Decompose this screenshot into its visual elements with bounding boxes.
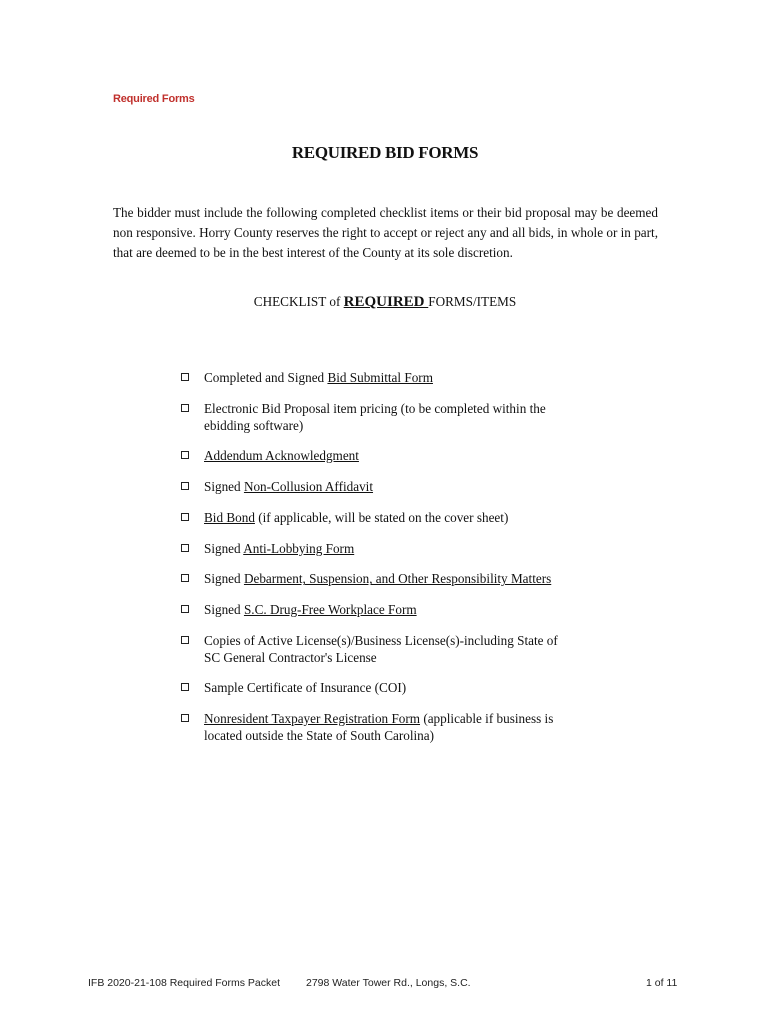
item-link[interactable]: Bid Submittal Form (327, 370, 433, 385)
checklist-item-electronic-pricing (180, 400, 560, 434)
checklist-item-anti-lobbying (180, 540, 560, 557)
item-text: Signed (204, 479, 244, 495)
header-label: Required Forms (113, 93, 195, 105)
item-text: Completed and Signed (204, 370, 328, 385)
checkbox-icon[interactable] (181, 544, 189, 552)
checklist-item-bid-bond (180, 509, 560, 526)
checkbox-icon[interactable] (181, 482, 189, 490)
checkbox-icon[interactable] (181, 513, 189, 521)
checklist-heading-emphasis: REQUIRED (343, 294, 429, 310)
checklist-heading (0, 294, 770, 311)
checklist-item-non-collusion (180, 478, 560, 495)
checklist-item-licenses (180, 632, 560, 666)
item-text-post: (applicable if business is located outside the State of South Carolina) (204, 711, 554, 744)
checklist-heading-prefix: CHECKLIST of (253, 294, 344, 309)
item-link[interactable]: S.C. Drug-Free Workplace Form (243, 601, 417, 617)
item-link[interactable]: Debarment, Suspension, and Other Responsibility Matters (243, 571, 552, 587)
checkbox-icon[interactable] (181, 683, 189, 691)
checklist-item-drug-free (180, 601, 560, 618)
item-text: Signed (204, 571, 244, 587)
page-title: REQUIRED BID FORMS (291, 143, 479, 162)
checkbox-icon[interactable] (181, 373, 189, 381)
required-forms-checklist (180, 369, 560, 758)
item-text: Signed (204, 540, 244, 556)
checklist-heading-suffix: FORMS/ITEMS (428, 294, 517, 309)
checkbox-icon[interactable] (181, 404, 189, 412)
item-text: Electronic Bid Proposal item pricing (to be completed within the ebidding software) (204, 400, 546, 433)
intro-paragraph: The bidder must include the following completed checklist items or their bid proposal may be deemed non responsive. Horry County reserves the right to accept or reject any and all bids, in whole or in part, that are deemed to be in the best interest of the County at its sole discretion. (113, 205, 658, 260)
checklist-item-addendum (180, 447, 560, 464)
footer-page-number: 1 of 11 (646, 977, 678, 989)
item-link[interactable]: Addendum Acknowledgment (204, 448, 359, 464)
item-link[interactable]: Bid Bond (204, 509, 255, 525)
checkbox-icon[interactable] (181, 714, 189, 722)
item-text-post: (if applicable, will be stated on the cover sheet) (254, 509, 509, 525)
checklist-item-coi (180, 679, 560, 696)
item-text: Sample Certificate of Insurance (COI) (204, 680, 407, 696)
item-link[interactable]: Nonresident Taxpayer Registration Form (204, 711, 421, 727)
checkbox-icon[interactable] (181, 574, 189, 582)
item-link[interactable]: Non-Collusion Affidavit (243, 479, 374, 495)
checkbox-icon[interactable] (181, 605, 189, 613)
checkbox-icon[interactable] (181, 636, 189, 644)
checklist-item-debarment (180, 570, 560, 587)
footer-address: 2798 Water Tower Rd., Longs, S.C. (306, 977, 471, 989)
item-text: Copies of Active License(s)/Business License(s)-including State of SC General Contractor's License (204, 632, 558, 665)
footer-document-id: IFB 2020-21-108 Required Forms Packet (88, 977, 281, 989)
item-text: Signed (204, 601, 244, 617)
checkbox-icon[interactable] (181, 451, 189, 459)
item-link[interactable]: Anti-Lobbying Form (243, 540, 355, 556)
checklist-item-nonresident-taxpayer (180, 710, 560, 744)
checklist-item-bid-submittal (180, 369, 560, 386)
